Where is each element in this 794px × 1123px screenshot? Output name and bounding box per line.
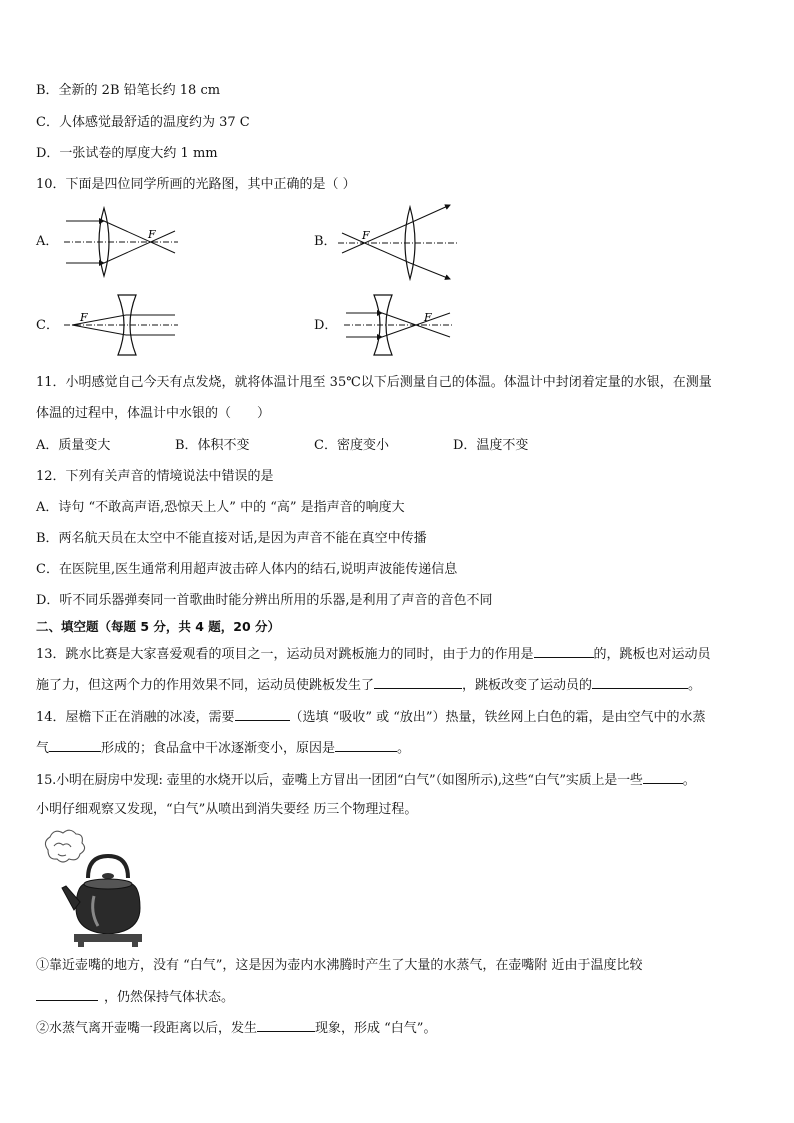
q10-d-focus: F [424, 311, 432, 324]
q11-stem-line2: 体温的过程中，体温计中水银的（ ） [36, 406, 271, 421]
q15-sub2-text-2: 现象，形成 “白气”。 [315, 1021, 437, 1036]
q11-option-d: D．温度不变 [453, 438, 529, 453]
q10-label-b: B． [314, 234, 337, 249]
q9-option-b: B．全新的 2B 铅笔长约 18 cm [36, 83, 221, 98]
section-2-title: 二、填空题（每题 5 分，共 4 题，20 分） [36, 619, 281, 634]
q10-label-c: C． [36, 318, 59, 333]
q13-text-5: 。 [688, 678, 702, 693]
q15-line1 [36, 771, 696, 790]
q15-blank-1[interactable] [643, 771, 683, 784]
q9-option-d: D．一张试卷的厚度大约 1 mm [36, 146, 218, 161]
q12-stem: 12．下列有关声音的情境说法中错误的是 [36, 469, 274, 484]
q13-line2 [36, 676, 701, 695]
q10-a-focus: F [148, 228, 156, 241]
q14-blank-2[interactable] [49, 739, 101, 752]
q15-text-1: 15.小明在厨房中发现: 壶里的水烧开以后，壶嘴上方冒出一团团“白气”（如图所示),这些“白气”实质上是一些 [36, 773, 643, 788]
q14-text-4: 形成的；食品盒中干冰逐渐变小，原因是 [101, 741, 336, 756]
q10-diagram-a [60, 205, 180, 280]
q13-blank-1[interactable] [534, 645, 594, 658]
q14-line1 [36, 708, 706, 727]
q13-text-2: 的，跳板也对运动员 [593, 647, 711, 662]
q11-option-a: A．质量变大 [36, 438, 111, 453]
kettle-body [76, 884, 140, 934]
q15-sub1-text-2: ，仍然保持气体状态。 [104, 990, 235, 1005]
q14-line2 [36, 739, 410, 758]
q13-blank-3[interactable] [592, 676, 688, 689]
q13-text-3: 施了力，但这两个力的作用效果不同，运动员使跳板发生了 [36, 678, 375, 693]
q13-text-1: 13．跳水比赛是大家喜爱观看的项目之一，运动员对跳板施力的同时，由于力的作用是 [36, 647, 534, 662]
q10-label-a: A． [36, 234, 59, 249]
q15-blank-3[interactable] [257, 1019, 315, 1032]
q11-options [36, 437, 528, 455]
q12-option-d: D．听不同乐器弹奏同一首歌曲时能分辨出所用的乐器,是利用了声音的音色不同 [36, 593, 493, 608]
q15-blank-2[interactable] [36, 988, 98, 1001]
q13-blank-2[interactable] [374, 676, 462, 689]
stove [74, 934, 142, 942]
q13-text-4: ，跳板改变了运动员的 [462, 678, 593, 693]
q14-text-5: 。 [397, 741, 411, 756]
q11-option-b: B．体积不变 [175, 438, 250, 453]
q10-diagram-b [338, 203, 460, 283]
q12-option-b: B．两名航天员在太空中不能直接对话,是因为声音不能在真空中传播 [36, 531, 427, 546]
q12-option-a: A．诗句 “不敢高声语,恐惊天上人” 中的 “高” 是指声音的响度大 [36, 500, 405, 515]
q15-sub1-line2 [36, 988, 234, 1007]
q10-diagram-c [60, 293, 180, 357]
kettle-illustration [36, 828, 148, 948]
q15-line2: 小明仔细观察又发现，“白气”从喷出到消失要经 历三个物理过程。 [36, 802, 418, 817]
q14-blank-1[interactable] [235, 708, 290, 721]
q15-sub1-line1: ①靠近壶嘴的地方，没有 “白气”，这是因为壶内水沸腾时产生了大量的水蒸气，在壶嘴附 近由于温度比较 [36, 958, 643, 973]
q10-label-d: D． [314, 318, 338, 333]
q10-c-focus: F [80, 311, 88, 324]
q9-option-c: C．人体感觉最舒适的温度约为 37 C [36, 115, 250, 130]
q14-blank-3[interactable] [335, 739, 397, 752]
q11-option-c: C．密度变小 [314, 438, 389, 453]
q11-stem-line1: 11．小明感觉自己今天有点发烧，就将体温计甩至 35℃以下后测量自己的体温。体温计中封闭着定量的水银，在测量 [36, 375, 712, 390]
q10-stem: 10．下面是四位同学所画的光路图，其中正确的是（ ） [36, 177, 356, 192]
kettle-lid-knob [102, 873, 114, 879]
q15-sub2-line [36, 1019, 436, 1038]
q12-option-c: C．在医院里,医生通常利用超声波击碎人体内的结石,说明声波能传递信息 [36, 562, 458, 577]
q13-line1 [36, 645, 711, 664]
q14-text-1: 14．屋檐下正在消融的冰凌，需要 [36, 710, 235, 725]
q15-text-2: 。 [682, 773, 696, 788]
q14-text-2: （选填 “吸收” 或 “放出”）热量，铁丝网上白色的霜，是由空气中的水蒸 [289, 710, 706, 725]
q10-diagram-d [340, 293, 455, 357]
steam-puffs [45, 830, 84, 862]
q14-text-3: 气 [36, 741, 50, 756]
q10-b-focus: F [362, 229, 370, 242]
q15-sub2-text-1: ②水蒸气离开壶嘴一段距离以后，发生 [36, 1021, 258, 1036]
